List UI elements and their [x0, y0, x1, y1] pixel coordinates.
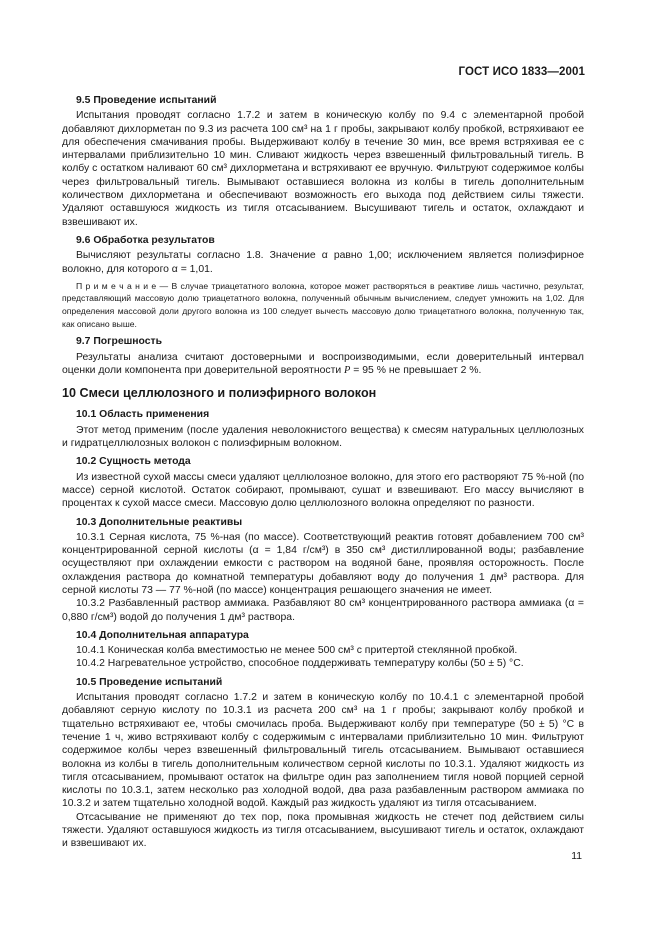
section-10-2-text: Из известной сухой массы смеси удаляют целлюлозное волокно, для этого его растворяют 75 %-ной (по массе) серной кислотой. Остаток собирают, промывают, сушат и взвешивают. Его массу вычисляют в процентах к сухой массе смеси. Массовую долю целлюлозного волокна определяют по разности.: [62, 471, 584, 510]
note-label: П р и м е ч а н и е: [76, 280, 157, 291]
document-header: ГОСТ ИСО 1833—2001: [458, 66, 585, 78]
section-10-1-text: Этот метод применим (после удаления неволокнистого вещества) к смесям натуральных целлюлозных и гидратцеллюлозных волокон с полиэфирным волокном.: [62, 424, 584, 450]
section-10-5-text-1: Испытания проводят согласно 1.7.2 и затем в коническую колбу по 10.4.1 с элементарной пробой добавляют серную кислоту по 10.3.1 из расчета 200 см³ на 1 г пробы; закрывают колбу пробкой и тщательно встряхивают ее, чтобы смочилась проба. Выдерживают колбу при температуре (50 ± 5) °С в течение 1 ч, живо встряхивают колбу с содержимым с интервалами приблизительно 10 мин. Фильтруют содержимое колбы через взвешенный фильтровальный тигель отсасыванием. Вымывают оставшиеся волокна из колбы в тигель дополнительным количеством серной кислоты по 10.3.1. Удаляют жидкость из тигля отсасыванием, промывают остаток на фильтре один раз заполнением тигля новой порцией серной кислоты по 10.3.1, затем несколько раз холодной водой, два раза разбавленным раствором аммиака по 10.3.2 и затем тщательно холодной водой. Каждый раз жидкость удаляют из тигля отсасыванием.: [62, 692, 584, 810]
section-10-1-title: 10.1 Область применения: [76, 409, 210, 421]
section-10-5-title: 10.5 Проведение испытаний: [76, 676, 223, 688]
section-9-5-text: Испытания проводят согласно 1.7.2 и затем в коническую колбу по 9.4 с элементарной пробой добавляют дихлорметан по 9.3 из расчета 100 см³ на 1 г пробы, закрывают колбу пробкой, встряхивают ее для обеспечения смачивания пробы. Выдерживают колбу в течение 30 мин, все время встряхивая ее с интервалами приблизительно 10 мин. Сливают жидкость через взвешенный фильтровальный тигель. В колбу с остатком наливают 60 см³ дихлорметана и встряхивают ее вручную. Фильтруют содержимое колбы через фильтровальный тигель. Вымывают оставшиеся волокна из колбы в тигель дополнительным количеством дихлорметана и обеспечивают возможность его выхода под действием силы тяжести. Удаляют оставшуюся жидкость из тигля отсасыванием. Высушивают тигель и остаток, охлаждают и взвешивают их.: [62, 110, 584, 228]
section-9-7-text: [62, 351, 584, 378]
section-9-6-text: Вычисляют результаты согласно 1.8. Значение α равно 1,00; исключением является полиэфирное волокно, для которого α = 1,01.: [62, 250, 584, 275]
section-10-3-2-text: 10.3.2 Разбавленный раствор аммиака. Разбавляют 80 см³ концентрированного раствора аммиака (α = 0,880 г/см³) водой до получения 1 дм³ раствора.: [62, 598, 584, 623]
note-text: — В случае триацетатного волокна, которое может растворяться в реактиве лишь частично, результат, представляющий массовую долю триацетатного волокна, полученный обычным вычислением, следует умножить на 1,02. Для определения массовой доли другого волокна из 100 следует вычесть массовую долю триацетатного волокна, полученную так, как описано выше.: [62, 280, 584, 329]
section-9-7-title: 9.7 Погрешность: [76, 336, 163, 348]
section-10-2-title: 10.2 Сущность метода: [76, 456, 191, 468]
section-10-3-1-text: 10.3.1 Серная кислота, 75 %-ная (по массе). Соответствующий реактив готовят добавлением 700 см³ концентрированной серной кислоты (α = 1,84 г/см³) в 350 см³ дистиллированной воды; разбавление осуществляют при охлаждении емкости с раствором на водяной бане, проявляя осторожность. После охлаждения раствора до комнатной температуры добавляют воду до получения 1 дм³ раствора. Для серной кислоты 73 — 77 %-ной (по массе) концентрация решающего значения не имеет.: [62, 531, 584, 596]
section-10-4-1-text: 10.4.1 Коническая колба вместимостью не менее 500 см³ с притертой стеклянной пробкой.: [76, 645, 518, 657]
section-9-7-text-before: Результаты анализа считают достоверными и воспроизводимыми, если доверительный интервал оценки доли компонента при доверительной вероятности: [62, 351, 584, 376]
document-body: [62, 94, 584, 851]
section-10-4-2-text: 10.4.2 Нагревательное устройство, способное поддерживать температуру колбы (50 ± 5) °С.: [76, 658, 524, 670]
section-9-5-title: 9.5 Проведение испытаний: [76, 95, 217, 106]
probability-symbol: P: [344, 364, 351, 376]
section-9-6-title: 9.6 Обработка результатов: [76, 234, 215, 246]
page-number: 11: [571, 851, 582, 862]
section-10-3-title: 10.3 Дополнительные реактивы: [76, 516, 243, 528]
section-9-6-note: [62, 280, 584, 330]
section-10-5-text-2: Отсасывание не применяют до тех пор, пока промывная жидкость не стечет под действием силы тяжести. Удаляют оставшуюся жидкость из тигля отсасыванием, высушивают тигель и остаток, охлаждают и взвешивают их.: [62, 811, 584, 850]
section-10-4-title: 10.4 Дополнительная аппаратура: [76, 629, 249, 641]
section-9-7-text-after: = 95 % не превышает 2 %.: [350, 364, 482, 376]
section-10-title: 10 Смеси целлюлозного и полиэфирного волокон: [62, 386, 377, 401]
